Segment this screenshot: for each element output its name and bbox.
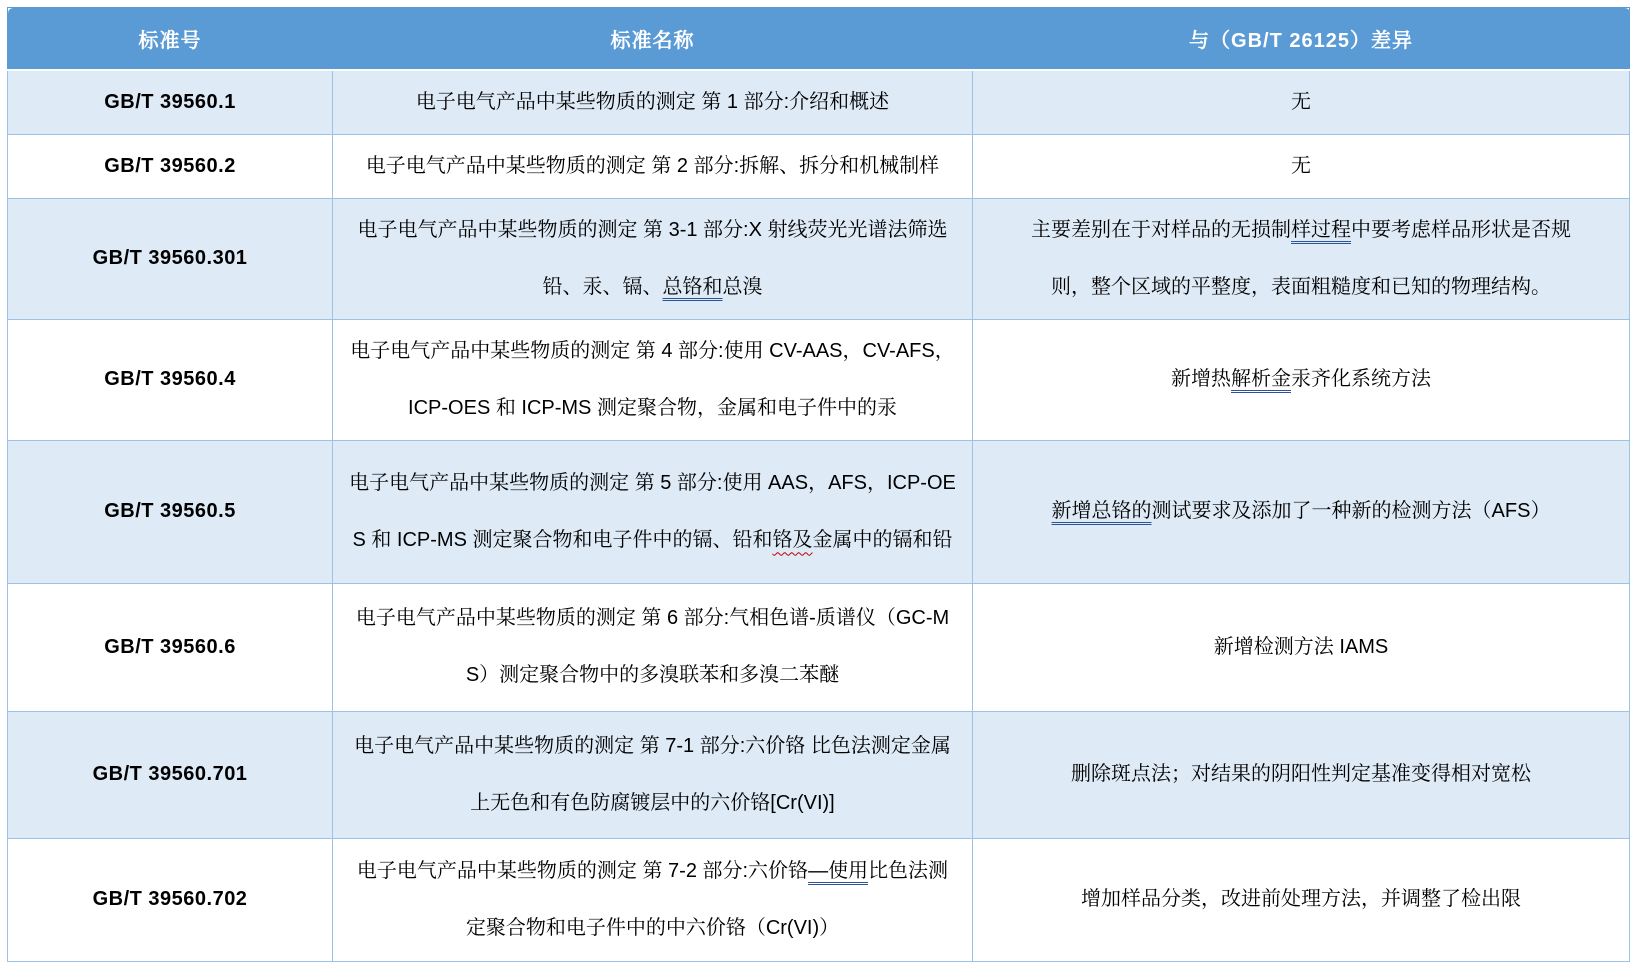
table-row xyxy=(8,134,1630,198)
cell-line xyxy=(350,323,955,380)
cell-line xyxy=(93,746,248,803)
text-segment: 电子电气产品中某些物质的测定 第 4 部分:使用 CV-AAS，CV-AFS， xyxy=(350,339,955,362)
text-segment: 铅、汞、镉、 xyxy=(542,275,663,298)
text-segment: 新增热 xyxy=(1171,368,1231,390)
marked-text-red-wavy: 铬及 xyxy=(772,528,813,551)
text-segment: GB/T 39560.702 xyxy=(92,888,248,910)
text-segment: 新增检测方法 IAMS xyxy=(1213,635,1389,658)
marked-text-blue-double: 样过程 xyxy=(1291,218,1351,241)
standard-no-cell xyxy=(8,319,333,440)
text-segment: 电子电气产品中某些物质的测定 第 5 部分:使用 AAS，AFS，ICP-OE xyxy=(349,471,956,494)
marked-text-blue-double: 新增总铬的 xyxy=(1051,500,1152,522)
cell-line xyxy=(1081,871,1521,928)
text-segment: 总溴 xyxy=(722,275,763,298)
text-segment: 则，整个区域的平整度，表面粗糙度和已知的物理结构。 xyxy=(1051,275,1551,298)
text-segment: 增加样品分类，改进前处理方法，并调整了检出限 xyxy=(1081,888,1521,910)
text-segment: 电子电气产品中某些物质的测定 第 2 部分:拆解、拆分和机械制样 xyxy=(365,154,940,177)
marked-text-blue-double: 解析金 xyxy=(1231,368,1291,390)
text-segment: GB/T 39560.4 xyxy=(104,368,236,390)
difference-cell xyxy=(973,583,1630,711)
standard-name-cell xyxy=(333,319,973,440)
standard-no-cell xyxy=(8,838,333,961)
standard-no-cell xyxy=(8,134,333,198)
difference-cell xyxy=(973,440,1630,583)
standards-comparison-table xyxy=(7,7,1630,962)
cell-line xyxy=(466,647,839,704)
text-segment: 无 xyxy=(1291,154,1311,177)
header-row xyxy=(8,8,1630,70)
table-row xyxy=(8,838,1630,961)
cell-line xyxy=(104,74,236,131)
text-segment: 金属中的镉和铅 xyxy=(812,528,953,551)
text-segment: 比色法测 xyxy=(868,859,949,882)
cell-line xyxy=(93,871,248,928)
standard-no-cell xyxy=(8,583,333,711)
text-segment: ICP-OES 和 ICP-MS 测定聚合物，金属和电子件中的汞 xyxy=(408,396,897,419)
difference-cell xyxy=(973,198,1630,319)
text-segment: 无 xyxy=(1291,90,1311,113)
cell-line xyxy=(408,380,897,437)
standard-name-cell xyxy=(333,70,973,135)
cell-line xyxy=(93,230,248,287)
standard-no-cell xyxy=(8,198,333,319)
difference-cell xyxy=(973,134,1630,198)
cell-line xyxy=(354,718,951,775)
cell-line xyxy=(104,138,236,195)
table-row xyxy=(8,198,1630,319)
text-segment: 电子电气产品中某些物质的测定 第 6 部分:气相色谱-质谱仪（GC-M xyxy=(355,607,950,629)
standard-name-cell xyxy=(333,198,973,319)
cell-line xyxy=(1291,74,1311,131)
table-row xyxy=(8,440,1630,583)
text-segment: 删除斑点法；对结果的阴阳性判定基准变得相对宽松 xyxy=(1071,763,1531,785)
column-header-difference: 与（GB/T 26125）差异 xyxy=(973,8,1630,70)
difference-cell xyxy=(973,838,1630,961)
cell-line xyxy=(416,74,889,131)
cell-line xyxy=(1214,619,1388,676)
text-segment: 主要差别在于对样品的无损制 xyxy=(1031,218,1291,241)
cell-line xyxy=(366,138,939,195)
text-segment: GB/T 39560.701 xyxy=(92,763,248,785)
cell-line xyxy=(357,202,947,259)
cell-line xyxy=(104,483,236,540)
cell-line xyxy=(349,455,956,512)
text-segment: GB/T 39560.301 xyxy=(92,247,248,269)
table-row xyxy=(8,583,1630,711)
cell-line xyxy=(1291,138,1311,195)
text-segment: 定聚合物和电子件中的中六价铬（Cr(VI)） xyxy=(465,916,840,939)
text-segment: GB/T 39560.1 xyxy=(104,90,236,113)
standard-name-cell xyxy=(333,711,973,838)
standard-no-cell xyxy=(8,70,333,135)
cell-line xyxy=(466,900,839,957)
standard-name-cell xyxy=(333,838,973,961)
cell-line xyxy=(356,590,949,647)
column-header-standard-name: 标准名称 xyxy=(333,8,973,70)
text-segment: S 和 ICP-MS 测定聚合物和电子件中的镉、铅和 xyxy=(352,528,773,551)
text-segment: GB/T 39560.5 xyxy=(104,500,236,522)
standard-no-cell xyxy=(8,711,333,838)
text-segment: 上无色和有色防腐镀层中的六价铬[Cr(VI)] xyxy=(470,791,835,814)
difference-cell xyxy=(973,70,1630,135)
table-row xyxy=(8,711,1630,838)
marked-text-blue-double: 总铬和 xyxy=(662,275,723,298)
cell-line xyxy=(1071,746,1531,803)
table-body xyxy=(8,70,1630,962)
text-segment: 电子电气产品中某些物质的测定 第 7-1 部分:六价铬 比色法测定金属 xyxy=(354,734,951,757)
cell-line xyxy=(1031,202,1571,259)
difference-cell xyxy=(973,319,1630,440)
cell-line xyxy=(352,512,952,569)
cell-line xyxy=(357,843,948,900)
standard-no-cell xyxy=(8,440,333,583)
table-header xyxy=(8,8,1630,70)
text-segment: S）测定聚合物中的多溴联苯和多溴二苯醚 xyxy=(465,664,840,686)
table-row xyxy=(8,70,1630,135)
cell-line xyxy=(1051,259,1551,316)
standard-name-cell xyxy=(333,440,973,583)
marked-text-blue-double: —使用 xyxy=(808,859,869,882)
text-segment: 电子电气产品中某些物质的测定 第 3-1 部分:X 射线荧光光谱法筛选 xyxy=(357,218,948,241)
text-segment: 中要考虑样品形状是否规 xyxy=(1351,218,1571,241)
table-row xyxy=(8,319,1630,440)
standard-name-cell xyxy=(333,583,973,711)
text-segment: GB/T 39560.6 xyxy=(104,635,236,658)
text-segment: 汞齐化系统方法 xyxy=(1291,368,1431,390)
difference-cell xyxy=(973,711,1630,838)
standard-name-cell xyxy=(333,134,973,198)
column-header-standard-no: 标准号 xyxy=(8,8,333,70)
text-segment: 测试要求及添加了一种新的检测方法（AFS） xyxy=(1151,500,1551,522)
cell-line xyxy=(470,775,834,832)
cell-line xyxy=(104,351,236,408)
text-segment: 电子电气产品中某些物质的测定 第 7-2 部分:六价铬 xyxy=(356,859,809,882)
text-segment: 电子电气产品中某些物质的测定 第 1 部分:介绍和概述 xyxy=(415,90,890,113)
text-segment: GB/T 39560.2 xyxy=(104,154,236,177)
cell-line xyxy=(104,619,236,676)
cell-line xyxy=(543,259,763,316)
cell-line xyxy=(1052,483,1551,540)
cell-line xyxy=(1171,351,1431,408)
